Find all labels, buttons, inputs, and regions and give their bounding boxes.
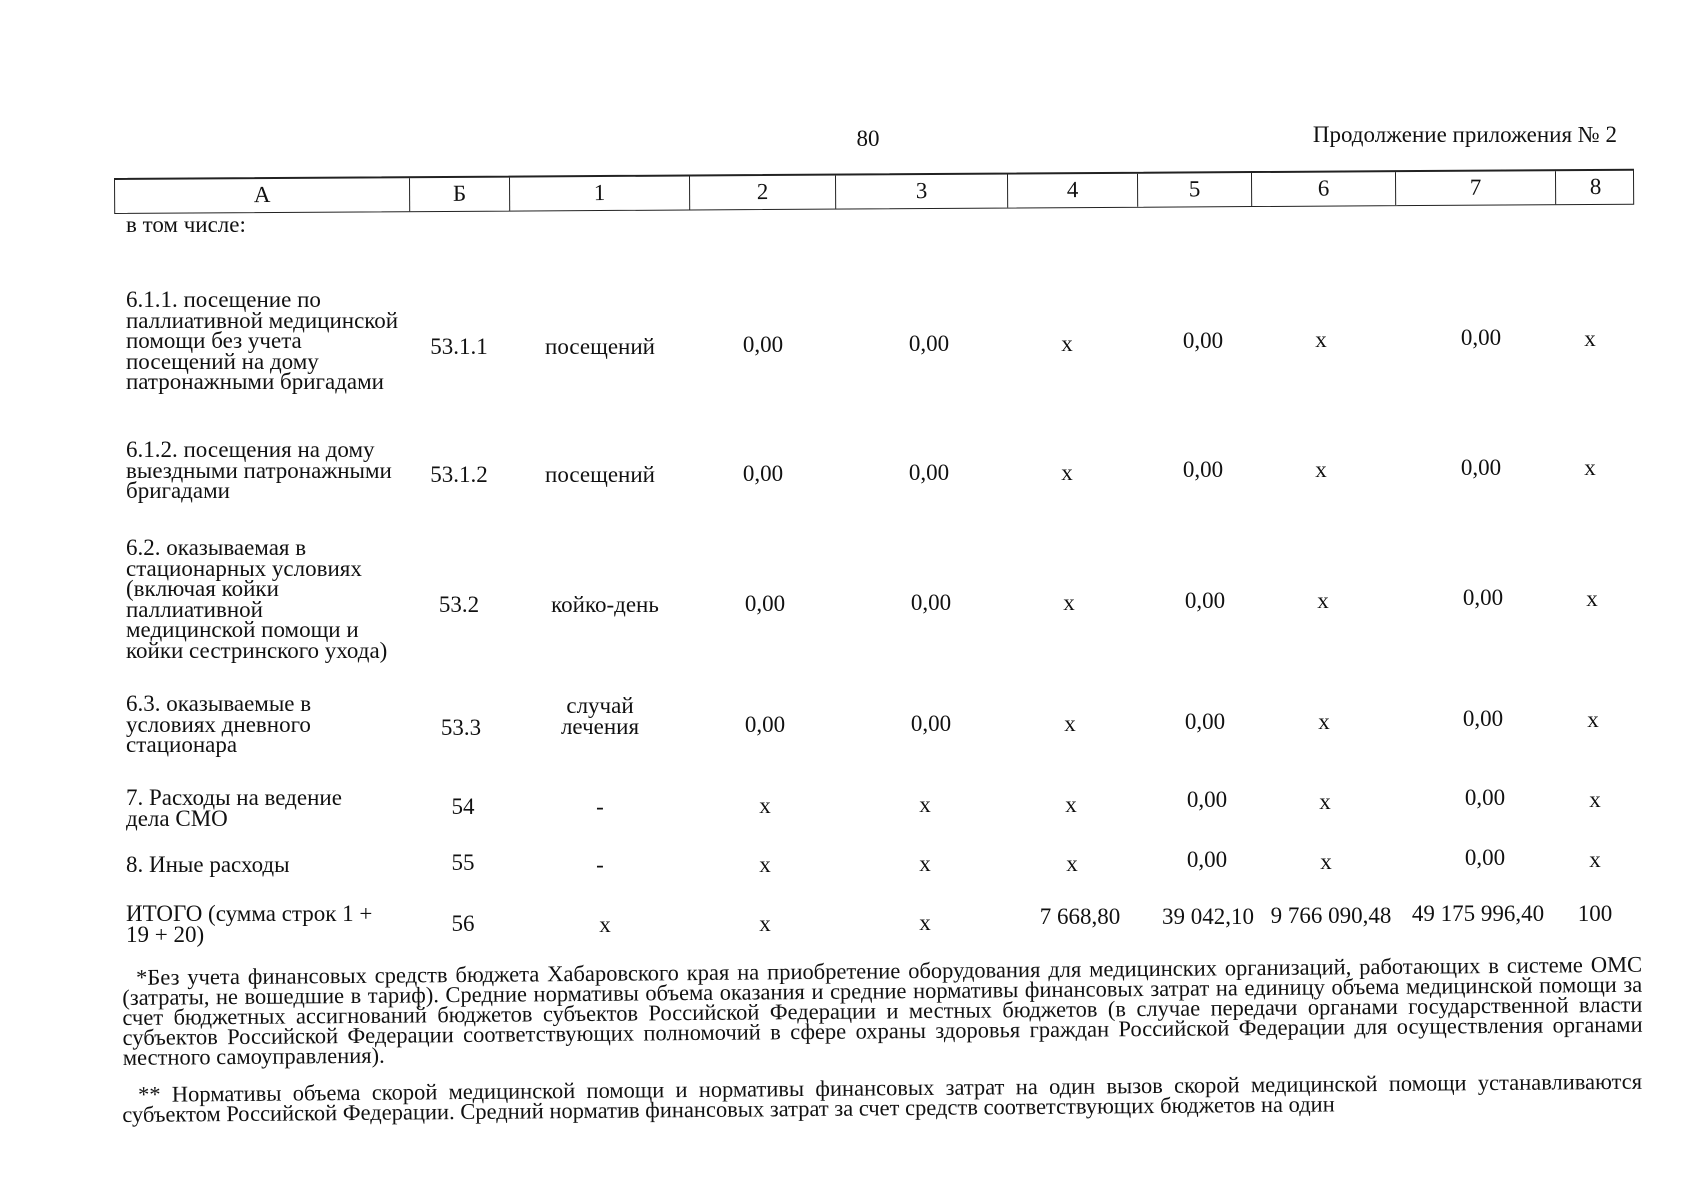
table-subheading: в том числе: [126, 212, 246, 237]
row-value-3: х [919, 851, 931, 876]
row-value-4: х [1066, 851, 1078, 876]
row-unit: посещений [545, 462, 655, 487]
appendix-continuation-note: Продолжение приложения № 2 [1312, 122, 1617, 147]
row-value-7: 0,00 [1460, 455, 1502, 480]
page-number: 80 [856, 126, 880, 151]
row-value-8: х [1586, 586, 1598, 611]
footnote-2: ** Нормативы объема скорой медицинской помощи и нормативы финансовых затрат на один вызов скорой медицинской помощи устанавливаются субъектом Российской Федерации. Средний норматив финансовых затрат за счет средств соответствующих бюджетов на один [122, 1068, 1643, 1127]
row-label: 8. Иные расходы [126, 852, 290, 877]
column-header-6: 6 [1251, 172, 1395, 206]
row-value-6: х [1317, 588, 1329, 613]
row-code: 53.2 [438, 592, 480, 617]
row-code: 55 [451, 850, 475, 875]
row-value-7: 0,00 [1464, 845, 1506, 870]
row-value-6: 9 766 090,48 [1270, 903, 1392, 928]
row-value-5: 0,00 [1182, 457, 1224, 482]
row-value-8: х [1589, 847, 1601, 872]
column-header-a: А [253, 182, 271, 208]
row-value-2: х [759, 911, 771, 936]
row-value-2: 0,00 [744, 712, 786, 737]
row-value-8: х [1589, 787, 1601, 812]
column-header-5: 5 [1137, 173, 1251, 207]
row-value-4: 7 668,80 [1039, 904, 1121, 929]
row-value-3: 0,00 [910, 590, 952, 615]
row-code: 53.1.2 [430, 462, 488, 487]
footnote-1: *Без учета финансовых средств бюджета Хабаровского края на приобретение оборудования для медицинских организаций, работающих в системе ОМС (затраты, не вошедшие в тариф). Средние нормативы объема оказания и средние нормативы финансовых затрат на единицу объема медицинской помощи за счет бюджетных ассигнований бюджетов субъектов Российской Федерации и местных бюджетов (в случае передачи органами государственной власти субъектов Российской Федерации соответствующих полномочий в сфере охраны здоровья граждан Российской Федерации для осуществления органами местного самоуправления). [122, 951, 1643, 1070]
row-label: ИТОГО (сумма строк 1 + 19 + 20) [126, 901, 373, 947]
row-unit: х [599, 912, 611, 937]
row-value-8: 100 [1577, 901, 1613, 926]
row-value-8: х [1584, 326, 1596, 351]
row-value-2: 0,00 [742, 461, 784, 486]
row-unit: посещений [545, 334, 655, 359]
row-value-7: 0,00 [1462, 585, 1504, 610]
row-value-3: х [919, 792, 931, 817]
column-header-7: 7 [1395, 171, 1555, 205]
row-label: 6.1.2. посещения на дому выездными патронажными бригадами [126, 437, 392, 503]
row-unit: койко-день [551, 592, 659, 617]
row-value-7: 0,00 [1462, 706, 1504, 731]
row-value-8: х [1587, 707, 1599, 732]
row-label: 6.3. оказываемые в условиях дневного стационара [126, 691, 312, 757]
row-value-2: х [759, 852, 771, 877]
row-code: 53.1.1 [430, 334, 488, 359]
row-value-6: х [1319, 789, 1331, 814]
row-value-2: 0,00 [742, 332, 784, 357]
row-value-5: 0,00 [1182, 328, 1224, 353]
row-value-3: 0,00 [910, 711, 952, 736]
row-value-4: х [1063, 590, 1075, 615]
row-value-4: х [1061, 460, 1073, 485]
row-value-6: х [1318, 709, 1330, 734]
column-header-4: 4 [1007, 174, 1137, 208]
row-value-5: 0,00 [1186, 847, 1228, 872]
row-value-5: 0,00 [1186, 787, 1228, 812]
row-value-6: х [1320, 849, 1332, 874]
row-value-6: х [1315, 327, 1327, 352]
column-header-3: 3 [835, 175, 1007, 209]
row-value-4: х [1064, 711, 1076, 736]
column-header-2: 2 [689, 176, 835, 210]
row-value-7: 0,00 [1464, 785, 1506, 810]
row-value-7: 0,00 [1460, 325, 1502, 350]
row-unit: - [596, 794, 604, 819]
row-value-3: 0,00 [908, 460, 950, 485]
column-header-1: 1 [509, 176, 689, 210]
row-value-5: 0,00 [1184, 709, 1226, 734]
row-value-7: 49 175 996,40 [1411, 901, 1545, 926]
row-label: 6.1.1. посещение по паллиативной медицинской помощи без учета посещений на дому патронажными бригадами [126, 287, 399, 394]
row-value-8: х [1584, 455, 1596, 480]
row-value-2: х [759, 793, 771, 818]
row-value-3: 0,00 [908, 331, 950, 356]
row-code: 54 [451, 794, 475, 819]
row-label: 7. Расходы на ведение дела СМО [126, 785, 342, 831]
row-value-4: х [1061, 331, 1073, 356]
row-unit: случай лечения [560, 693, 640, 739]
row-value-5: 0,00 [1184, 588, 1226, 613]
row-value-3: х [919, 910, 931, 935]
row-unit: - [596, 852, 604, 877]
column-header-8: 8 [1555, 171, 1635, 204]
column-header-b: Б [409, 178, 509, 212]
row-code: 56 [451, 911, 475, 936]
row-value-4: х [1065, 792, 1077, 817]
row-label: 6.2. оказываемая в стационарных условиях (включая койки паллиативной медицинской помощи и койки сестринского ухода) [126, 535, 388, 663]
row-value-2: 0,00 [744, 591, 786, 616]
row-code: 53.3 [440, 715, 482, 740]
row-value-6: х [1315, 457, 1327, 482]
row-value-5: 39 042,10 [1162, 904, 1254, 929]
